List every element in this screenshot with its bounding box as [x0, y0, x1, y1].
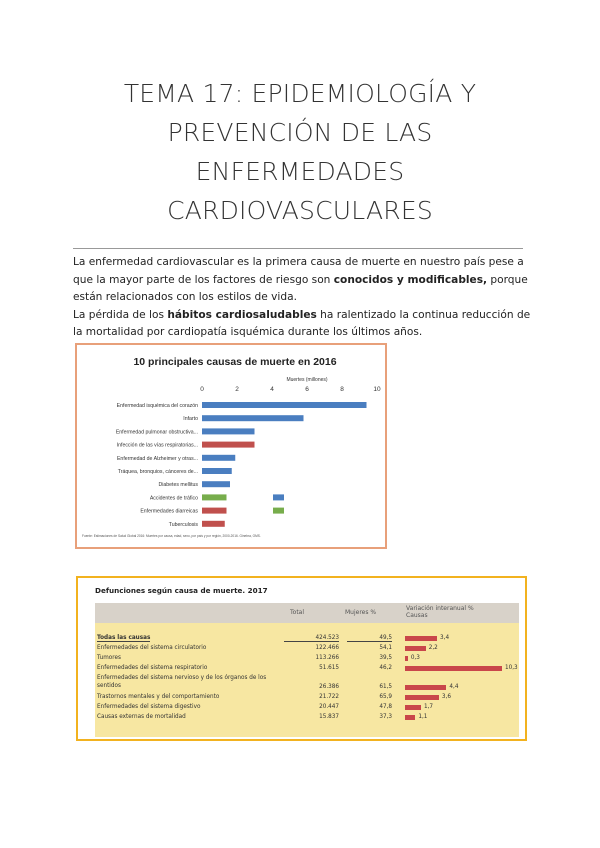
table-row: [95, 645, 519, 655]
row-label: Enfermedades del sistema circulatorio: [97, 645, 207, 651]
legend-swatch: [273, 508, 284, 514]
category-label: Enfermedades diarreicas: [140, 508, 198, 515]
bar: [202, 494, 227, 500]
table-row: [95, 635, 519, 645]
row-mujeres: 54,1: [379, 645, 392, 651]
category-label: Infección de las vías respiratorias...: [116, 442, 198, 449]
col-total: Total: [290, 609, 305, 616]
row-label: Tumores: [97, 655, 121, 661]
variation-bar: [405, 646, 426, 651]
row-total: 424.523: [284, 635, 339, 642]
intro-p2-bold: hábitos cardiosaludables: [167, 308, 317, 321]
row-mujeres: 37,3: [379, 714, 392, 720]
variation-label: 2,2: [428, 645, 438, 651]
row-label: Enfermedades del sistema respiratorio: [97, 665, 208, 671]
category-label: Diabetes mellitus: [158, 482, 198, 489]
table-row: [95, 714, 519, 724]
title-line: PREVENCIÓN DE LAS: [167, 118, 433, 147]
x-tick-label: 10: [373, 386, 381, 393]
variation-bar: [405, 656, 408, 661]
deaths-table-figure: [76, 576, 527, 741]
row-mujeres: 61,5: [379, 684, 392, 690]
x-tick-label: 0: [200, 386, 204, 393]
bar: [202, 508, 227, 514]
bar: [202, 402, 367, 408]
x-tick-label: 6: [305, 386, 309, 393]
title-line: TEMA 17: EPIDEMIOLOGÍA Y: [123, 79, 477, 108]
title-line: CARDIOVASCULARES: [167, 196, 433, 225]
row-mujeres: 65,9: [379, 694, 392, 700]
divider: [73, 248, 523, 249]
category-label: Enfermedad isquémica del corazón: [116, 403, 198, 409]
table-title: Defunciones según causa de muerte. 2017: [95, 586, 268, 595]
variation-label: 3,6: [441, 694, 451, 700]
title-line: ENFERMEDADES: [195, 157, 405, 186]
row-total: 15.837: [319, 714, 339, 720]
row-label: Todas las causas: [97, 635, 151, 641]
row-total: 26.386: [319, 684, 339, 690]
intro-p1-a: La enfermedad cardiovascular es la primera causa de muerte en nuestro país pese a que la mayor parte de los factores de riesgo son: [73, 256, 524, 286]
bar: [202, 415, 304, 421]
deaths-chart: [75, 343, 387, 549]
row-total: 113.266: [315, 655, 339, 661]
row-label: Enfermedades del sistema nervioso y de los órganos de los sentidos: [97, 675, 267, 689]
variation-label: 0,3: [410, 655, 420, 661]
bar: [202, 521, 225, 527]
category-label: Accidentes de tráfico: [149, 495, 198, 502]
table-body: [95, 623, 519, 737]
category-label: Enfermedad de Alzheimer y otras...: [116, 455, 198, 462]
x-axis-label: Muertes (millones): [286, 377, 328, 383]
legend-swatch: [273, 494, 284, 500]
deaths-chart-svg: [77, 345, 385, 547]
row-mujeres: 46,2: [379, 665, 392, 671]
x-tick-label: 2: [235, 386, 239, 393]
intro-p2-a: La pérdida de los: [73, 308, 168, 321]
table-row: [95, 655, 519, 665]
row-label: Causas externas de mortalidad: [97, 714, 186, 720]
bar: [202, 455, 235, 461]
category-label: Infarto: [183, 416, 198, 423]
category-label: Tráquea, bronquios, cánceres de...: [117, 469, 198, 475]
bar: [202, 468, 232, 474]
row-mujeres: 39,5: [379, 655, 392, 661]
variation-bar: [405, 666, 502, 671]
variation-bar: [405, 715, 415, 720]
row-mujeres: 47,8: [379, 704, 392, 710]
variation-label: 4,4: [449, 684, 459, 690]
col-variacion: Variación interanual % Causas: [406, 605, 474, 619]
row-label: Enfermedades del sistema digestivo: [97, 704, 201, 710]
table-header: [95, 603, 519, 623]
bar: [202, 481, 230, 487]
bar: [202, 442, 255, 448]
row-mujeres: 49,5: [347, 635, 392, 642]
row-total: 21.722: [319, 694, 339, 700]
row-label: Trastornos mentales y del comportamiento: [97, 694, 220, 700]
page-title: [60, 74, 540, 230]
variation-bar: [405, 705, 421, 710]
variation-label: 10,3: [505, 665, 518, 671]
variation-bar: [405, 636, 437, 641]
category-label: Tuberculosis: [168, 521, 198, 528]
category-label: Enfermedad pulmonar obstructiva...: [115, 429, 198, 436]
row-total: 20.447: [319, 704, 339, 710]
row-total: 122.466: [315, 645, 339, 651]
variation-label: 1,1: [418, 714, 428, 720]
col-mujeres: Mujeres %: [345, 609, 377, 616]
x-tick-label: 8: [340, 386, 344, 393]
table-row: [95, 675, 519, 695]
variation-label: 1,7: [424, 704, 434, 710]
intro-p1-bold: conocidos y modificables,: [333, 273, 488, 286]
x-tick-label: 4: [270, 386, 274, 393]
table-row: [95, 694, 519, 704]
intro-p1-c: porque están relacionados con los estilos de vida.: [73, 273, 528, 303]
chart-source: Fuente: Estimaciones de Salud Global 2016: Muertes por causa, edad, sexo, por país y por región, 2000-2016. Ginebra, OMS.: [82, 534, 261, 538]
bar: [202, 428, 255, 434]
variation-label: 3,4: [440, 635, 450, 641]
variation-bar: [405, 685, 446, 690]
row-total: 51.615: [319, 665, 339, 671]
chart-title: 10 principales causas de muerte en 2016: [133, 356, 337, 368]
intro-text: [73, 254, 533, 342]
intro-p2-c: ha ralentizado la continua reducción de la mortalidad por cardiopatía isquémica durante los últimos años.: [73, 308, 531, 338]
variation-bar: [405, 695, 439, 700]
table-row: [95, 704, 519, 714]
